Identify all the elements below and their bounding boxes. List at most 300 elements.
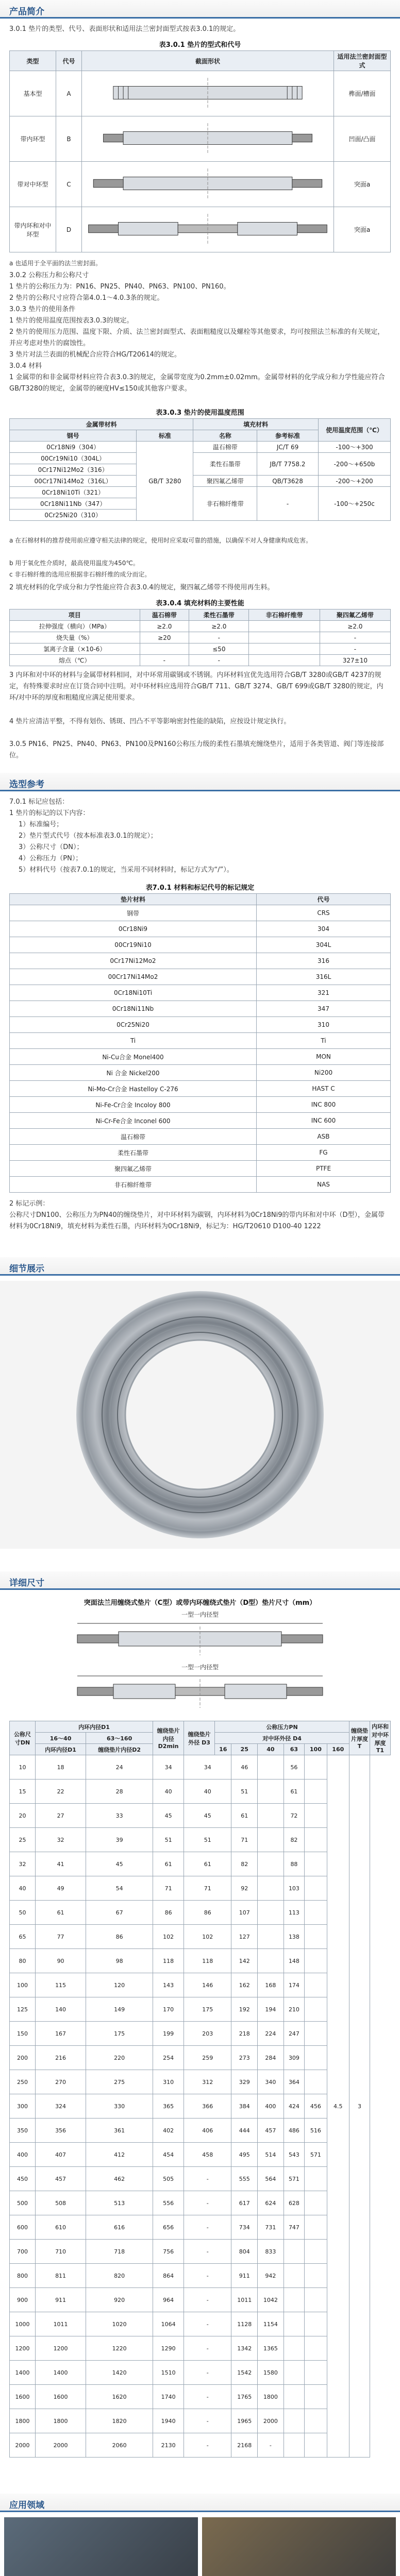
dim-cell: 149	[86, 1997, 153, 2022]
section-header-selection	[0, 773, 400, 791]
dim-cell: 864	[153, 2264, 184, 2288]
col-header: 非石棉纤维带	[249, 609, 320, 621]
dim-cell: 150	[10, 2022, 36, 2046]
dim-cell: 71	[231, 1828, 258, 1852]
dim-cell: 1620	[86, 2385, 153, 2409]
dim-cell: 1580	[258, 2361, 284, 2385]
table-row	[10, 1129, 391, 1145]
dim-cell: 1020	[86, 2312, 153, 2336]
dim-cell: 571	[305, 2143, 327, 2167]
table-row	[10, 453, 391, 464]
code-cell: INC 600	[257, 1113, 391, 1129]
dim-cell	[305, 1876, 327, 1901]
dim-cell: 555	[231, 2167, 258, 2191]
para: 4 垫片应清洁平整，不得有划伤、锈斑、凹凸不平等影响密封性能的缺陷，应按设计规定执行。	[9, 718, 291, 725]
dim-cell: 102	[184, 1925, 231, 1949]
dim-cell: -	[184, 2288, 231, 2312]
dim-cell: 457	[36, 2167, 86, 2191]
table-row	[10, 1001, 391, 1017]
dim-cell: 146	[184, 1973, 231, 1997]
table-row	[10, 1755, 391, 1780]
para: 3.0.2 公称压力和公称尺寸	[9, 272, 89, 279]
col-header: 16～40	[36, 1733, 86, 1744]
col-header: 缠绕垫片内径 D2min	[153, 1721, 184, 1755]
dim-cell: 39	[86, 1828, 153, 1852]
material-cell: 非石棉纤维带	[10, 1177, 257, 1193]
face-cell: 突面a	[334, 207, 391, 252]
dim-cell: 1800	[258, 2385, 284, 2409]
dim-cell	[305, 1804, 327, 1828]
material-cell: 0Cr25Ni20	[10, 1017, 257, 1033]
section-header-detail	[0, 1257, 400, 1276]
note: a 在石棉材料的推荐使用前应遵守相关法律的规定，使用时应采取可靠的措施，以确保不对人身健康构成危害。	[9, 537, 312, 544]
table-row	[10, 442, 391, 453]
table-row	[10, 621, 391, 632]
dim-cell: 45	[86, 1852, 153, 1876]
dim-cell: 543	[284, 2143, 305, 2167]
table-row	[10, 632, 391, 643]
application-photo	[4, 2517, 198, 2576]
dim-cell: 340	[258, 2070, 284, 2094]
dim-cell: 40	[184, 1780, 231, 1804]
para: 1 金属带的和非金属带材料应符合表3.0.3的规定，金属带宽度为0.2mm±0.02mm。金属带材料的化学成分和力学性能应符合GB/T3280的规定，金属带的硬度HV≤150或其他客户要求。	[9, 374, 385, 393]
dim-cell: 170	[153, 1997, 184, 2022]
dim-cell: 103	[284, 1876, 305, 1901]
cell: ≥2.0	[189, 621, 249, 632]
dim-cell	[284, 2433, 305, 2458]
dim-cell: 1200	[36, 2336, 86, 2361]
dim-cell: 2060	[86, 2433, 153, 2458]
steel-cell: 0Cr18Ni9（304）	[10, 442, 137, 453]
dim-cell: 20	[10, 1804, 36, 1828]
dim-cell: 495	[231, 2143, 258, 2167]
para: 3 垫片对法兰表面的机械配合应符合HG/T20614的规定。	[9, 351, 181, 359]
dim-cell: 250	[10, 2070, 36, 2094]
col-header: 金属带材料	[10, 419, 193, 430]
face-cell: 榫面/槽面	[334, 71, 391, 116]
dim-cell	[305, 1755, 327, 1780]
dim-cell: 2000	[36, 2433, 86, 2458]
dim-cell: 458	[184, 2143, 231, 2167]
filler-cell: 柔性石墨带	[193, 453, 257, 476]
dim-cell	[305, 1925, 327, 1949]
material-cell: 柔性石墨带	[10, 1145, 257, 1161]
dim-cell	[305, 2385, 327, 2409]
code-cell: 321	[257, 985, 391, 1001]
thickness-cell: 4.5	[327, 1755, 349, 2458]
dim-cell: 1420	[86, 2361, 153, 2385]
dim-cell: 86	[86, 1925, 153, 1949]
cell: -	[189, 632, 249, 643]
list-item: 5）材料代号（按表7.0.1的规定，当采用不同材料时，标记方式为“/”）。	[19, 866, 234, 874]
dim-cell: 138	[284, 1925, 305, 1949]
steel-cell: 00Cr19Ni10（304L）	[10, 453, 137, 464]
table-row	[10, 71, 391, 116]
dim-cell: 2130	[153, 2433, 184, 2458]
table-row	[10, 953, 391, 969]
dim-cell: 28	[86, 1780, 153, 1804]
dim-cell	[284, 2361, 305, 2385]
footnote: a 也适用于全平面的法兰密封面。	[9, 260, 102, 267]
dim-cell: 82	[284, 1828, 305, 1852]
temperature-table	[9, 418, 391, 521]
col-header: 内环内径D1	[36, 1721, 153, 1733]
dim-cell: 10	[10, 1755, 36, 1780]
table-row	[10, 1033, 391, 1049]
dim-cell: 356	[36, 2119, 86, 2143]
dim-cell: 1064	[153, 2312, 184, 2336]
cell	[249, 621, 320, 632]
diagram-title: 突面法兰用缠绕式垫片（C型）或带内环缠绕式垫片（D型）垫片尺寸（mm）	[84, 1599, 316, 1607]
filler-property-table	[9, 609, 391, 666]
dim-cell: 911	[36, 2288, 86, 2312]
material-cell: 00Cr19Ni10	[10, 937, 257, 953]
dim-cell: 86	[184, 1901, 231, 1925]
dim-cell: 610	[36, 2215, 86, 2240]
dim-cell: 2000	[258, 2409, 284, 2433]
section-title: 选型参考	[9, 779, 44, 790]
dim-cell: 1290	[153, 2336, 184, 2361]
list-item: 1）标准编号；	[19, 821, 63, 828]
cell: -	[320, 643, 390, 655]
cell: ≥2.0	[140, 621, 189, 632]
dim-cell: 1510	[153, 2361, 184, 2385]
dim-cell	[305, 2240, 327, 2264]
code-cell: NAS	[257, 1177, 391, 1193]
dim-cell: -	[184, 2433, 231, 2458]
dim-cell: 24	[86, 1755, 153, 1780]
ref-cell: -	[257, 487, 319, 521]
dim-cell: 450	[10, 2167, 36, 2191]
code-cell: 304L	[257, 937, 391, 953]
dim-cell: 1011	[36, 2312, 86, 2336]
dim-cell: 218	[231, 2022, 258, 2046]
table-row	[10, 985, 391, 1001]
dim-cell: 142	[231, 1949, 258, 1973]
cell: ≤50	[189, 643, 249, 655]
dim-cell: 61	[36, 1901, 86, 1925]
para: 3.0.5 PN16、PN25、PN40、PN63、PN100及PN160公称压力级的柔性石墨填充缠绕垫片，适用于各类管道、阀门等连接部位。	[9, 740, 384, 759]
dim-cell: 203	[184, 2022, 231, 2046]
code-cell: 304	[257, 921, 391, 937]
col-header: 项目	[10, 609, 140, 621]
material-cell: 0Cr18Ni11Nb	[10, 1001, 257, 1017]
dim-cell: 942	[258, 2264, 284, 2288]
material-cell: 0Cr17Ni12Mo2	[10, 953, 257, 969]
material-cell: 钢带	[10, 905, 257, 921]
table-row	[10, 1017, 391, 1033]
dim-cell: 92	[231, 1876, 258, 1901]
dim-cell: 734	[231, 2215, 258, 2240]
gasket-photo-icon	[0, 1281, 400, 1549]
dim-cell: 624	[258, 2191, 284, 2215]
col-header: 缠绕垫片内径D2	[86, 1744, 153, 1755]
dim-cell: 457	[258, 2119, 284, 2143]
material-cell: 00Cr17Ni14Mo2	[10, 969, 257, 985]
dim-cell: 920	[86, 2288, 153, 2312]
code-cell: INC 800	[257, 1097, 391, 1113]
col-header: 代号	[257, 894, 391, 905]
dim-cell: 120	[86, 1973, 153, 1997]
dim-cell: 1365	[258, 2336, 284, 2361]
dim-cell: 324	[36, 2094, 86, 2119]
col-header: 适用法兰密封面型式	[334, 51, 391, 71]
dim-cell	[305, 1997, 327, 2022]
dim-cell: 67	[86, 1901, 153, 1925]
para: 3 内环和对中环的材料与金属带材料相同，对中环常用碳钢或不锈钢。内环材料宜优先选用符合GB/T 3280或GB/T 4237的规定，有特殊要求时应在订货合同中注明。对中环材料应选用符合GB/T 711、GB/T 3274、GB/T 699或GB/T 3280的规定，内环/对中环的厚度和粗糙度应满足使用要求。	[9, 671, 384, 702]
dim-cell: 33	[86, 1804, 153, 1828]
table-caption: 表3.0.1 垫片的型式和代号	[159, 41, 241, 49]
dim-cell: 505	[153, 2167, 184, 2191]
dim-cell: 310	[153, 2070, 184, 2094]
col-header: 内环内径D1	[36, 1744, 86, 1755]
dim-cell	[305, 2336, 327, 2361]
steel-cell: 00Cr17Ni14Mo2（316L）	[10, 476, 137, 487]
face-cell: 凹面/凸面	[334, 116, 391, 162]
dim-cell	[305, 2361, 327, 2385]
dim-cell: -	[258, 2433, 284, 2458]
intro-text: 3.0.1 垫片的类型、代号、表面形状和适用法兰密封面型式按表3.0.1的规定。	[9, 25, 240, 33]
table-row	[10, 476, 391, 487]
dim-cell	[305, 2022, 327, 2046]
dim-cell: 300	[10, 2094, 36, 2119]
diagram-label: 一型一内径型	[181, 1611, 219, 1618]
ref-cell: JC/T 69	[257, 442, 319, 453]
dim-cell	[284, 2409, 305, 2433]
dim-cell	[284, 2240, 305, 2264]
dim-cell	[258, 1780, 284, 1804]
col-header: 代号	[56, 51, 82, 71]
dim-cell: 454	[153, 2143, 184, 2167]
dim-cell: 140	[36, 1997, 86, 2022]
dim-cell: 964	[153, 2288, 184, 2312]
table-row	[10, 655, 391, 666]
dim-cell: 32	[36, 1828, 86, 1852]
dim-cell: 167	[36, 2022, 86, 2046]
dim-cell: 118	[153, 1949, 184, 1973]
dim-cell: 98	[86, 1949, 153, 1973]
dim-cell: 309	[284, 2046, 305, 2070]
material-cell: 聚四氟乙烯带	[10, 1161, 257, 1177]
dim-cell	[258, 1901, 284, 1925]
dim-cell: 800	[10, 2264, 36, 2288]
dim-cell: 210	[284, 1997, 305, 2022]
type-cell: 带对中环型	[10, 162, 56, 207]
dim-cell: 18	[36, 1755, 86, 1780]
dim-cell: 1600	[10, 2385, 36, 2409]
section-header-dimensions	[0, 1571, 400, 1590]
cell	[249, 655, 320, 666]
dim-cell: 900	[10, 2288, 36, 2312]
table-row	[10, 1065, 391, 1081]
para: 2 填充材料的化学成分和力学性能应符合表3.0.4的规定，聚四氟乙烯带不得使用再生料。	[9, 584, 274, 591]
material-code-table	[9, 893, 391, 1193]
table-row	[10, 969, 391, 985]
dim-cell	[305, 1828, 327, 1852]
dim-cell: 259	[184, 2046, 231, 2070]
col-header: 25	[231, 1744, 258, 1755]
dim-cell: 102	[153, 1925, 184, 1949]
col-header: 聚四氟乙烯带	[320, 609, 390, 621]
type-cell: 带内环型	[10, 116, 56, 162]
dim-cell: 200	[10, 2046, 36, 2070]
dim-cell: 384	[231, 2094, 258, 2119]
cross-section-diagram	[82, 116, 334, 162]
dim-cell: 51	[153, 1828, 184, 1852]
thickness-ring-cell: 3	[349, 1755, 370, 2458]
dim-cell: -	[184, 2240, 231, 2264]
dim-cell: 273	[231, 2046, 258, 2070]
dim-cell: 148	[284, 1949, 305, 1973]
dim-cell: 82	[231, 1852, 258, 1876]
code-cell: Ti	[257, 1033, 391, 1049]
para: 2 垫片的使用压力范围、温度下限、介质、法兰密封面型式、表面粗糙度以及螺栓等其他要求，均可按照法兰标准的有关规定，并应考虑对垫片的腐蚀性。	[9, 328, 385, 347]
col-header: 内环和对中环厚度T1	[370, 1721, 391, 1755]
para: 1 垫片的使用温度范围按表3.0.3的规定。	[9, 317, 134, 325]
table-row	[10, 1049, 391, 1065]
dim-cell: 54	[86, 1876, 153, 1901]
dim-cell: 71	[184, 1876, 231, 1901]
cell: ≥20	[140, 632, 189, 643]
dim-cell: 710	[36, 2240, 86, 2264]
dim-cell: 756	[153, 2240, 184, 2264]
dim-cell: 51	[184, 1828, 231, 1852]
dim-cell: 508	[36, 2191, 86, 2215]
dim-cell: 175	[184, 1997, 231, 2022]
table-row	[10, 487, 391, 498]
dim-cell: 406	[184, 2119, 231, 2143]
dim-cell: 516	[305, 2119, 327, 2143]
dim-cell	[305, 1780, 327, 1804]
dim-cell	[284, 2336, 305, 2361]
cross-section-d-icon	[0, 1672, 400, 1713]
steel-cell: 0Cr25Ni20（310）	[10, 510, 137, 521]
note: b 用于氧化性介质时，最高使用温度为450℃。	[9, 560, 139, 567]
dim-cell: 61	[184, 1852, 231, 1876]
dim-cell: 77	[36, 1925, 86, 1949]
diagram-label: 一型一内径型	[181, 1664, 219, 1671]
dim-cell: 424	[284, 2094, 305, 2119]
table-row	[10, 1081, 391, 1097]
section-shape-a	[84, 75, 332, 111]
dim-cell: 275	[86, 2070, 153, 2094]
face-cell: 突面a	[334, 162, 391, 207]
dim-cell: 113	[284, 1901, 305, 1925]
list-item: 3）公称尺寸（DN）；	[19, 843, 84, 851]
dim-cell: 616	[86, 2215, 153, 2240]
code-cell: ASB	[257, 1129, 391, 1145]
col-header: 63～160	[86, 1733, 153, 1744]
code-cell: FG	[257, 1145, 391, 1161]
dim-cell	[258, 1925, 284, 1949]
type-cell: 基本型	[10, 71, 56, 116]
dim-cell: 1220	[86, 2336, 153, 2361]
dim-cell	[305, 2215, 327, 2240]
dim-cell: -	[184, 2312, 231, 2336]
dim-cell	[305, 2264, 327, 2288]
cell: -	[189, 655, 249, 666]
dim-cell: 174	[284, 1973, 305, 1997]
dim-cell: 514	[258, 2143, 284, 2167]
dim-cell	[305, 2433, 327, 2458]
dim-cell	[305, 1973, 327, 1997]
product-photo	[0, 1281, 400, 1549]
dim-cell: -	[184, 2167, 231, 2191]
section-title: 产品简介	[9, 7, 44, 17]
dim-cell: 224	[258, 2022, 284, 2046]
dim-cell: 127	[231, 1925, 258, 1949]
dim-cell: 40	[10, 1876, 36, 1901]
material-cell: Ni-Cu合金 Monel400	[10, 1049, 257, 1065]
code-cell: D	[56, 207, 82, 252]
table-row	[10, 1145, 391, 1161]
dim-cell: 162	[231, 1973, 258, 1997]
col-header: 类型	[10, 51, 56, 71]
dimension-table	[9, 1721, 391, 2458]
material-cell: 温石棉带	[10, 1129, 257, 1145]
filler-cell: 温石棉带	[193, 442, 257, 453]
dim-cell: 500	[10, 2191, 36, 2215]
code-cell: PTFE	[257, 1161, 391, 1177]
dim-cell: 1940	[153, 2409, 184, 2433]
code-cell: MON	[257, 1049, 391, 1065]
dim-cell: 80	[10, 1949, 36, 1973]
dim-cell: 90	[36, 1949, 86, 1973]
dimension-diagram	[0, 1610, 400, 1713]
list-item: 2）垫片型式代号（按本标准表3.0.1的规定）；	[19, 832, 157, 840]
cross-section-diagram	[82, 207, 334, 252]
material-cell: Ni 合金 Nickel200	[10, 1065, 257, 1081]
dim-cell: 118	[184, 1949, 231, 1973]
dim-cell: 330	[86, 2094, 153, 2119]
col-header: 对中环外径 D4	[215, 1733, 349, 1744]
dim-cell: 747	[284, 2215, 305, 2240]
col-header: 160	[327, 1744, 349, 1755]
filler-cell: 聚四氟乙烯带	[193, 476, 257, 487]
dim-cell: 175	[86, 2022, 153, 2046]
dim-cell	[305, 2167, 327, 2191]
dim-cell	[258, 1804, 284, 1828]
col-header: 100	[305, 1744, 327, 1755]
dim-cell: -	[184, 2215, 231, 2240]
cross-section-diagram	[82, 162, 334, 207]
dim-cell: -	[184, 2361, 231, 2385]
dim-cell	[305, 2046, 327, 2070]
cross-section-diagram	[82, 71, 334, 116]
dim-cell: 71	[153, 1876, 184, 1901]
dim-cell: 49	[36, 1876, 86, 1901]
col-header: 40	[258, 1744, 284, 1755]
table-row	[10, 1097, 391, 1113]
table-row	[10, 207, 391, 252]
dim-cell	[305, 1901, 327, 1925]
cell: 熔点（℃）	[10, 655, 140, 666]
table-row	[10, 921, 391, 937]
dim-cell: 61	[284, 1780, 305, 1804]
dim-cell: 32	[10, 1852, 36, 1876]
cell: -	[140, 655, 189, 666]
dim-cell: 107	[231, 1901, 258, 1925]
dim-cell: 366	[184, 2094, 231, 2119]
dim-cell: 192	[231, 1997, 258, 2022]
dim-cell: 833	[258, 2240, 284, 2264]
dim-cell: 247	[284, 2022, 305, 2046]
section-shape-b	[84, 120, 332, 156]
cell	[249, 632, 320, 643]
dim-cell: 143	[153, 1973, 184, 1997]
dim-cell	[305, 2409, 327, 2433]
dim-cell	[284, 2288, 305, 2312]
